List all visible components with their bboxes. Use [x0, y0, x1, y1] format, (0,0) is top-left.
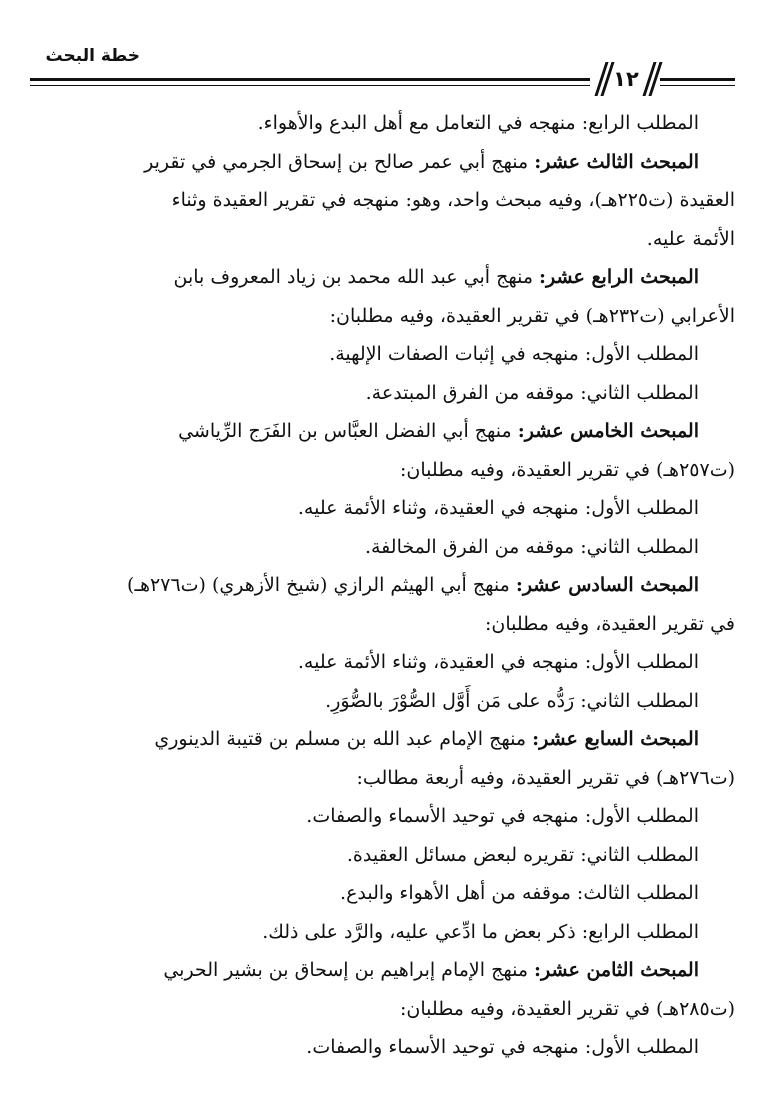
text-line	[30, 220, 735, 259]
line-text: المطلب الثاني: تقريره لبعض مسائل العقيدة.	[346, 843, 699, 866]
text-line	[30, 682, 735, 721]
line-text: المطلب الثالث: موقفه من أهل الأهواء والبدع.	[340, 882, 699, 904]
line-text: منهج أبي الهيثم الرازي (شيخ الأزهري) (ت٢٧٦هـ)	[127, 574, 516, 596]
text-line	[30, 913, 735, 952]
line-text: المطلب الأول: منهجه في توحيد الأسماء والصفات.	[306, 805, 699, 827]
section-heading: المبحث الرابع عشر:	[539, 266, 699, 288]
section-heading: المبحث الثامن عشر:	[534, 959, 699, 981]
text-line	[30, 797, 735, 836]
line-text: المطلب الثاني: موقفه من الفرق المبتدعة.	[365, 381, 699, 404]
text-line	[30, 489, 735, 528]
line-text: المطلب الثاني: رَدُّه على مَن أَوَّل الصُّوْرَ بالصُّوَرِ.	[325, 689, 699, 712]
text-line	[30, 528, 735, 567]
header-rule-thin	[30, 85, 590, 86]
page-body-text	[30, 104, 735, 1067]
line-text: المطلب الثاني: موقفه من الفرق المخالفة.	[364, 535, 699, 558]
line-text: منهج أبي عبد الله محمد بن زياد المعروف بابن	[173, 266, 540, 288]
header-rule-thick	[30, 78, 590, 81]
line-text: منهج الإمام إبراهيم بن إسحاق بن بشير الحربي	[163, 959, 535, 981]
text-line	[30, 874, 735, 913]
line-text: منهج أبي الفضل العبَّاس بن الفَرَج الرِّياشي	[178, 420, 518, 442]
text-line	[30, 759, 735, 798]
text-line	[30, 181, 735, 220]
text-line	[30, 335, 735, 374]
header-rule-thick-right	[660, 78, 735, 81]
page-number: ١٢	[613, 67, 639, 91]
header-rule-thin-right	[660, 85, 735, 86]
line-text: المطلب الأول: منهجه في إثبات الصفات الإلهية.	[329, 343, 699, 365]
section-heading: المبحث السادس عشر:	[515, 574, 699, 596]
line-text: المطلب الأول: منهجه في العقيدة، وثناء الأئمة عليه.	[297, 651, 699, 673]
text-line	[30, 643, 735, 682]
line-text: في تقرير العقيدة، وفيه مطلبان:	[485, 612, 735, 635]
text-line	[30, 297, 735, 336]
line-text: الأئمة عليه.	[646, 227, 735, 250]
text-line	[30, 258, 735, 297]
text-line	[30, 990, 735, 1029]
text-line	[30, 605, 735, 644]
text-line	[30, 1028, 735, 1067]
section-heading: المبحث الثالث عشر:	[534, 150, 699, 173]
line-text: المطلب الأول: منهجه في العقيدة، وثناء الأئمة عليه.	[297, 497, 699, 519]
running-header-title: خطة البحث	[45, 46, 140, 66]
text-line	[30, 836, 735, 875]
text-line	[30, 720, 735, 759]
line-text: المطلب الرابع: ذكر بعض ما ادِّعي عليه، والرَّد على ذلك.	[262, 920, 699, 943]
line-text: المطلب الرابع: منهجه في التعامل مع أهل البدع والأهواء.	[257, 112, 699, 134]
text-line	[30, 951, 735, 990]
section-heading: المبحث السابع عشر:	[532, 728, 699, 750]
text-line	[30, 143, 735, 182]
line-text: (ت٢٨٥هـ) في تقرير العقيدة، وفيه مطلبان:	[400, 997, 735, 1020]
text-line	[30, 566, 735, 605]
line-text: المطلب الأول: منهجه في توحيد الأسماء والصفات.	[306, 1036, 699, 1058]
line-text: (ت٢٧٦هـ) في تقرير العقيدة، وفيه أربعة مطالب:	[356, 766, 735, 789]
line-text: منهج أبي عمر صالح بن إسحاق الجرمي في تقرير	[144, 150, 535, 173]
text-line	[30, 412, 735, 451]
line-text: منهج الإمام عبد الله بن مسلم بن قتيبة الدينوري	[154, 728, 533, 750]
text-line	[30, 104, 735, 143]
line-text: (ت٢٥٧هـ) في تقرير العقيدة، وفيه مطلبان:	[400, 458, 735, 481]
line-text: الأعرابي (ت٢٣٢هـ) في تقرير العقيدة، وفيه مطلبان:	[329, 304, 735, 327]
text-line	[30, 374, 735, 413]
text-line	[30, 451, 735, 490]
section-heading: المبحث الخامس عشر:	[517, 420, 699, 442]
line-text: العقيدة (ت٢٢٥هـ)، وفيه مبحث واحد، وهو: منهجه في تقرير العقيدة وثناء	[171, 189, 735, 211]
